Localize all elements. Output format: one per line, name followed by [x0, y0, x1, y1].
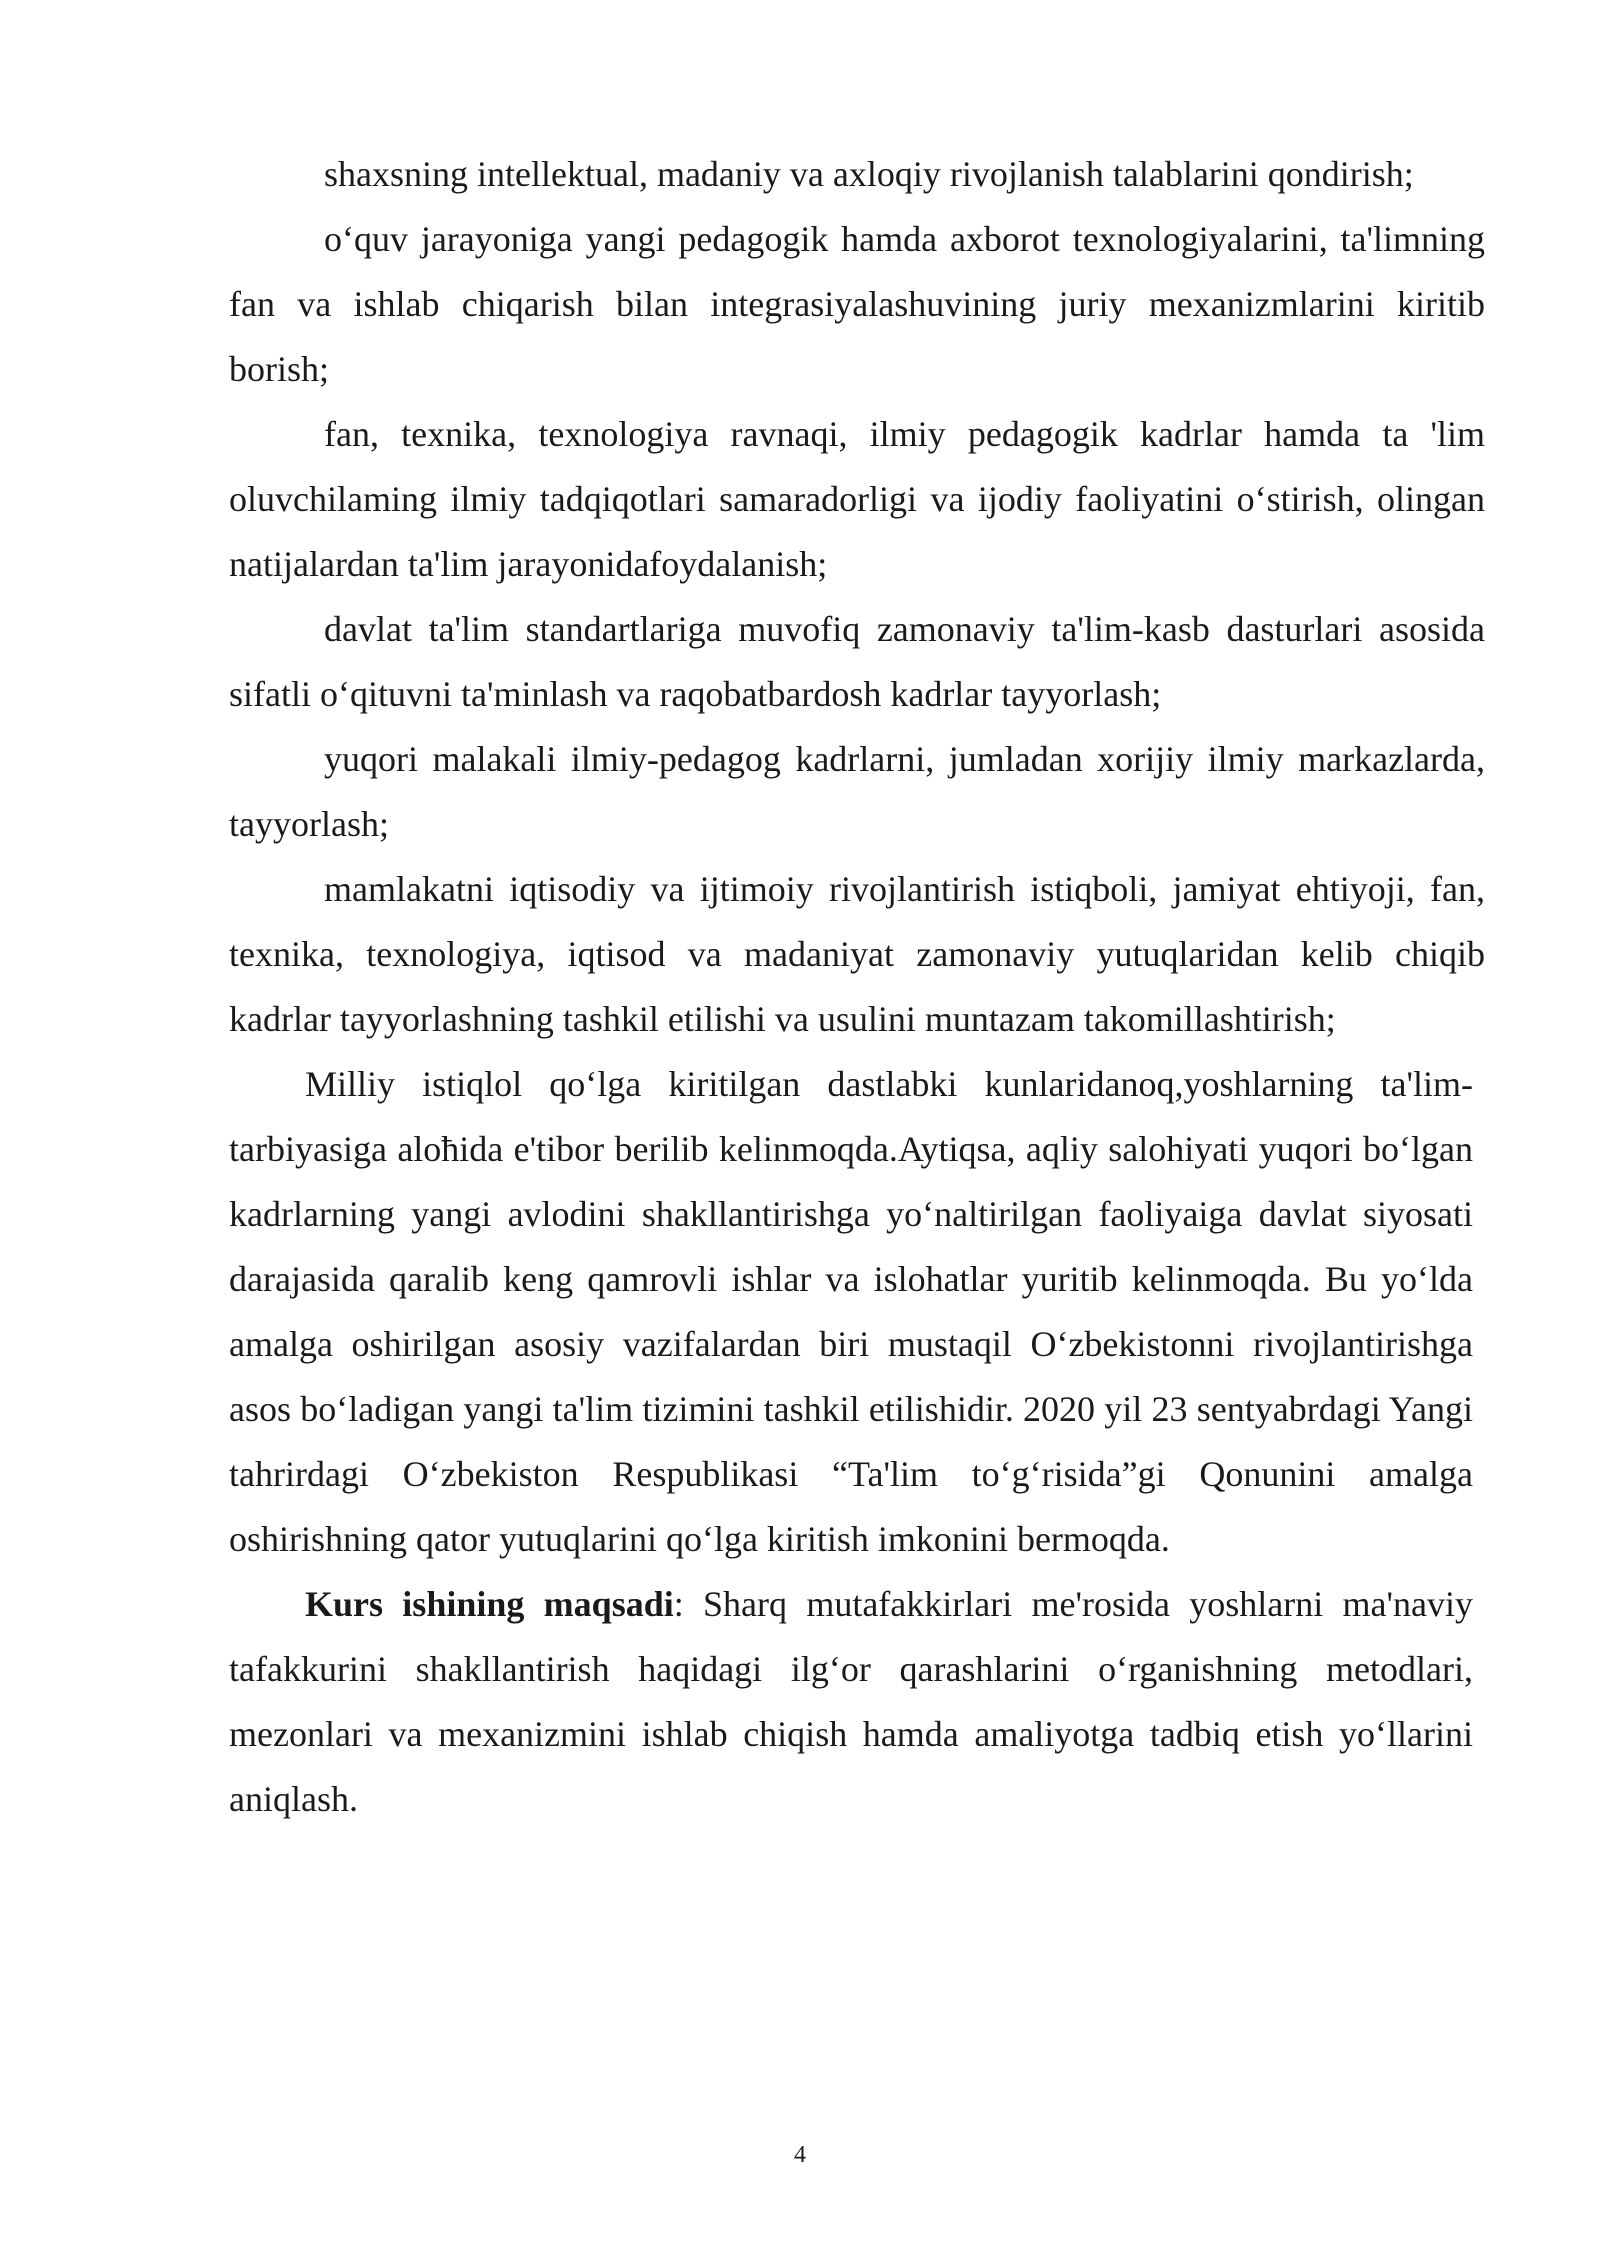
- document-body: [229, 142, 1485, 1832]
- paragraph-6: mamlakatni iqtisodiy va ijtimoiy rivojlantirish istiqboli, jamiyat ehtiyoji, fan, texnika, texnologiya, iqtisod va madaniyat zamonaviy yutuqlaridan kelib chiqib kadrlar tayyorlashning tashkil etilishi va usulini muntazam takomillashtirish;: [229, 869, 1485, 1039]
- paragraph-7: Milliy istiqlol qo‘lga kiritilgan dastlabki kunlaridanoq,yoshlarning ta'lim-tarbiyasiga aloħida e'tibor berilib kelinmoqda.Aytiqsa, aqliy salohiyati yuqori bo‘lgan kadrlarning yangi avlodini shakllantirishga yo‘naltirilgan faoliyaiga davlat siyosati darajasida qaralib keng qamrovli ishlar va islohatlar yuritib kelinmoqda. Bu yo‘lda amalga oshirilgan asosiy vazifalardan biri mustaqil O‘zbekistonni rivojlantirishga asos bo‘ladigan yangi ta'lim tizimini tashkil etilishidir. 2020 yil 23 sentyabrdagi Yangi tahrirdagi O‘zbekiston Respublikasi “Ta'lim to‘g‘risida”gi Qonunini amalga oshirishning qator yutuqlarini qo‘lga kiritish imkonini bermoqda.: [229, 1064, 1473, 1559]
- paragraph-3: fan, texnika, texnologiya ravnaqi, ilmiy pedagogik kadrlar hamda ta 'lim oluvchilaming ilmiy tadqiqotlari samaradorligi va ijodiy faoliyatini o‘stirish, olingan natijalardan ta'lim jarayonidafoydalanish;: [229, 414, 1485, 584]
- paragraph-1: shaxsning intellektual, madaniy va axloqiy rivojlanish talablarini qondirish;: [324, 154, 1414, 194]
- paragraph-2: o‘quv jarayoniga yangi pedagogik hamda axborot texnologiyalarini, ta'limning fan va ishlab chiqarish bilan integrasiyalashuvining juriy mexanizmlarini kiritib borish;: [229, 219, 1485, 389]
- paragraph-4: davlat ta'lim standartlariga muvofiq zamonaviy ta'lim-kasb dasturlari asosida sifatli o‘qituvni ta'minlash va raqobatbardosh kadrlar tayyorlash;: [229, 609, 1485, 714]
- goal-label: Kurs ishining maqsadi: [305, 1584, 674, 1624]
- goal-text: : Sharq mutafakkirlari me'rosida yoshlarni ma'naviy tafakkurini shakllantirish haqidagi ilg‘or qarashlarini o‘rganishning metodlari, mezonlari va mexanizmini ishlab chiqish hamda amaliyotga tadbiq etish yo‘llarini aniqlash.: [229, 1584, 1473, 1819]
- goal-paragraph: [229, 1572, 1485, 1832]
- paragraph-5: yuqori malakali ilmiy-pedagog kadrlarni, jumladan xorijiy ilmiy markazlarda, tayyorlash;: [229, 739, 1485, 844]
- page-number: 4: [794, 2142, 806, 2168]
